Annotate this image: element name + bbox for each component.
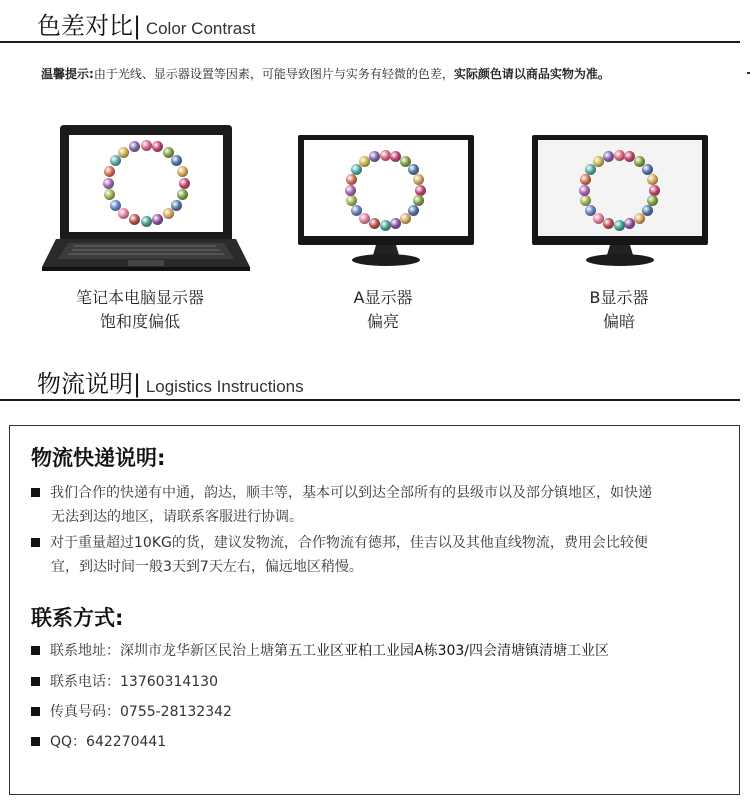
contact-fax — [31, 701, 232, 724]
bead — [603, 151, 614, 162]
caption-monitor-b-line2: 偏暗 — [602, 312, 635, 331]
express-heading: 物流快递说明: — [31, 446, 166, 470]
contact-address — [31, 640, 609, 663]
bullet-square-icon — [31, 646, 40, 655]
qq-text: QQ：642270441 — [50, 734, 167, 750]
logistics-header — [0, 364, 740, 401]
caption-monitor-b — [539, 286, 699, 334]
bullet-square-icon — [31, 488, 40, 497]
bead — [345, 185, 356, 196]
caption-laptop — [40, 286, 240, 334]
express-item-1 — [31, 482, 734, 529]
bead — [415, 185, 426, 196]
bead — [603, 218, 614, 229]
bead — [579, 185, 590, 196]
logistics-box — [9, 425, 740, 795]
bead — [400, 213, 411, 224]
bead — [380, 150, 391, 161]
logistics-title-cn: 物流说明| — [37, 370, 142, 398]
express-item-1-line1: 我们合作的快递有中通，韵达，顺丰等，基本可以到达全部所有的县级市以及部分镇地区，如快递 — [50, 485, 652, 501]
bead — [593, 213, 604, 224]
bead — [359, 213, 370, 224]
bead — [580, 174, 591, 185]
color-contrast-title-en: Color Contrast — [141, 19, 256, 38]
bead — [110, 200, 121, 211]
bead — [614, 150, 625, 161]
bead — [163, 208, 174, 219]
color-tip — [41, 65, 610, 82]
tip-bold-text: 实际颜色请以商品实物为准。 — [453, 67, 610, 81]
caption-laptop-line2: 饱和度偏低 — [99, 312, 180, 331]
bead — [129, 214, 140, 225]
bead — [369, 218, 380, 229]
bead — [177, 166, 188, 177]
address-part2: 第五工业区亚柏工业园A栋303/四会清塘镇清塘工业区 — [274, 643, 610, 659]
bead — [179, 178, 190, 189]
bead — [141, 140, 152, 151]
bead — [141, 216, 152, 227]
bead — [103, 178, 114, 189]
bullet-square-icon — [31, 737, 40, 746]
caption-monitor-a-line2: 偏亮 — [366, 312, 399, 331]
express-item-2-line1: 对于重量超过10KG的货，建议发物流，合作物流有德邦，佳吉以及其他直线物流，费用会比较便 — [50, 535, 648, 551]
bead — [413, 174, 424, 185]
caption-monitor-a — [303, 286, 463, 334]
tip-text: 由于光线、显示器设置等因素，可能导致图片与实务有轻微的色差， — [93, 67, 454, 81]
express-item-2-line2: 宜，到达时间一般3天到7天左右，偏远地区稍慢。 — [51, 558, 363, 575]
bead — [380, 220, 391, 231]
address-label: 联系地址： — [50, 643, 120, 659]
express-item-1-line2: 无法到达的地区，请联系客服进行协调。 — [51, 508, 303, 525]
bead — [152, 214, 163, 225]
express-item-2 — [31, 532, 734, 579]
bullet-square-icon — [31, 707, 40, 716]
bead — [369, 151, 380, 162]
logistics-title-en: Logistics Instructions — [141, 377, 304, 396]
address-part1: 深圳市龙华新区民治上塘 — [120, 643, 274, 659]
color-contrast-title-cn: 色差对比| — [37, 12, 142, 40]
bead — [647, 174, 658, 185]
bullet-square-icon — [31, 677, 40, 686]
bead — [614, 220, 625, 231]
contact-phone — [31, 671, 218, 694]
bullet-square-icon — [31, 538, 40, 547]
phone-text: 联系电话：13760314130 — [50, 674, 218, 690]
caption-monitor-a-line1: A显示器 — [353, 288, 413, 307]
caption-laptop-line1: 笔记本电脑显示器 — [75, 288, 204, 307]
bead — [634, 213, 645, 224]
bead — [649, 185, 660, 196]
contact-qq — [31, 731, 166, 754]
color-contrast-header — [0, 6, 740, 43]
bead — [118, 147, 129, 158]
bead — [346, 174, 357, 185]
bead — [177, 189, 188, 200]
contact-heading: 联系方式: — [31, 606, 124, 630]
caption-monitor-b-line1: B显示器 — [589, 288, 649, 307]
tip-label: 温馨提示: — [41, 67, 94, 81]
fax-text: 传真号码：0755-28132342 — [50, 704, 232, 720]
